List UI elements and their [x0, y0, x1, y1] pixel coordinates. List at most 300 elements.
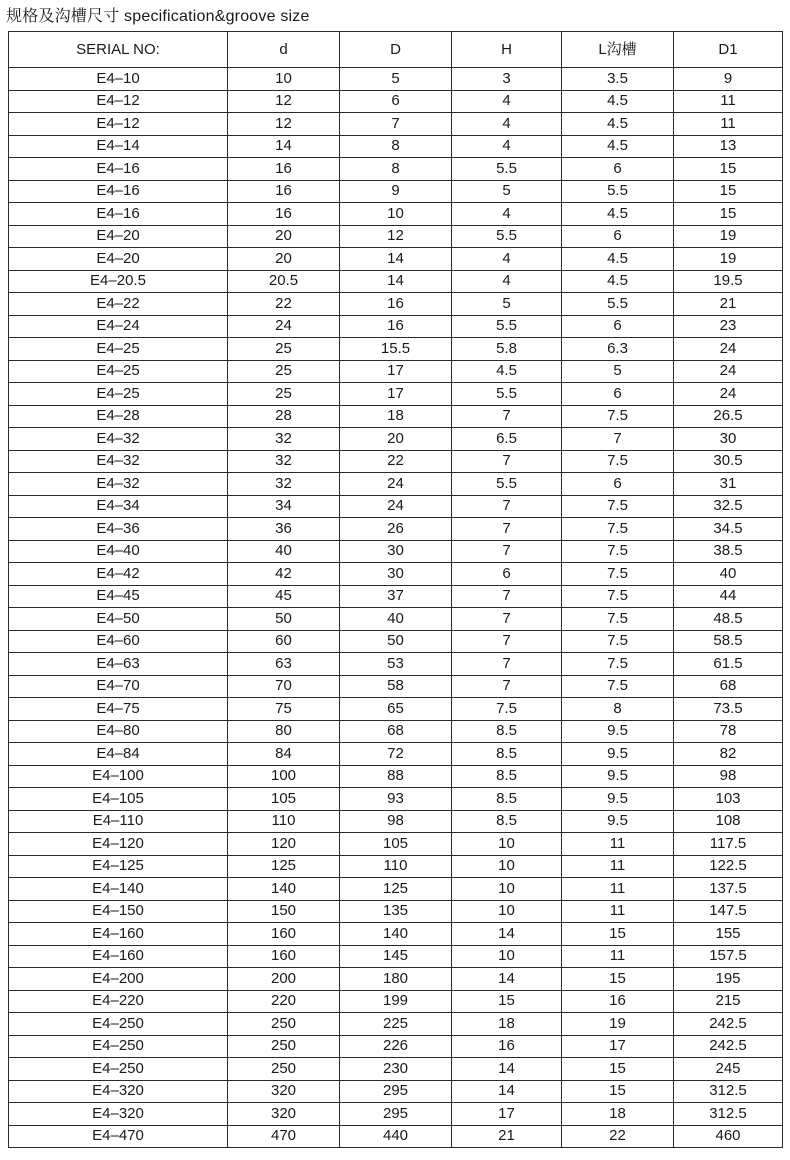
cell-d: 25 — [228, 360, 340, 383]
cell-D1: 24 — [674, 338, 783, 361]
cell-D: 50 — [340, 630, 452, 653]
cell-d: 63 — [228, 653, 340, 676]
cell-d: 45 — [228, 585, 340, 608]
cell-H: 7 — [452, 540, 562, 563]
cell-H: 7 — [452, 518, 562, 541]
cell-d: 32 — [228, 450, 340, 473]
cell-L: 7.5 — [562, 540, 674, 563]
cell-H: 10 — [452, 878, 562, 901]
cell-D1: 98 — [674, 765, 783, 788]
cell-D: 30 — [340, 563, 452, 586]
cell-D1: 147.5 — [674, 900, 783, 923]
cell-L: 11 — [562, 945, 674, 968]
cell-D: 6 — [340, 90, 452, 113]
cell-serial: E4–160 — [9, 945, 228, 968]
cell-D: 40 — [340, 608, 452, 631]
cell-serial: E4–150 — [9, 900, 228, 923]
table-row — [9, 360, 783, 383]
cell-d: 40 — [228, 540, 340, 563]
cell-L: 5 — [562, 360, 674, 383]
cell-serial: E4–32 — [9, 473, 228, 496]
cell-H: 4.5 — [452, 360, 562, 383]
cell-L: 15 — [562, 1058, 674, 1081]
cell-D1: 312.5 — [674, 1103, 783, 1126]
cell-serial: E4–63 — [9, 653, 228, 676]
cell-L: 6 — [562, 225, 674, 248]
cell-L: 4.5 — [562, 113, 674, 136]
table-row — [9, 1058, 783, 1081]
cell-H: 14 — [452, 1058, 562, 1081]
cell-d: 20 — [228, 248, 340, 271]
cell-D1: 24 — [674, 360, 783, 383]
cell-serial: E4–50 — [9, 608, 228, 631]
table-row — [9, 315, 783, 338]
cell-L: 5.5 — [562, 293, 674, 316]
cell-L: 7.5 — [562, 405, 674, 428]
cell-serial: E4–200 — [9, 968, 228, 991]
cell-L: 15 — [562, 923, 674, 946]
cell-L: 15 — [562, 1080, 674, 1103]
cell-d: 120 — [228, 833, 340, 856]
cell-H: 14 — [452, 968, 562, 991]
cell-L: 8 — [562, 698, 674, 721]
cell-D: 24 — [340, 495, 452, 518]
cell-D1: 26.5 — [674, 405, 783, 428]
table-row — [9, 270, 783, 293]
cell-d: 75 — [228, 698, 340, 721]
cell-D: 53 — [340, 653, 452, 676]
cell-serial: E4–32 — [9, 428, 228, 451]
table-row — [9, 158, 783, 181]
cell-serial: E4–42 — [9, 563, 228, 586]
cell-serial: E4–320 — [9, 1103, 228, 1126]
cell-H: 5 — [452, 293, 562, 316]
table-row — [9, 675, 783, 698]
cell-serial: E4–60 — [9, 630, 228, 653]
cell-serial: E4–110 — [9, 810, 228, 833]
table-row — [9, 293, 783, 316]
cell-L: 7.5 — [562, 675, 674, 698]
cell-d: 150 — [228, 900, 340, 923]
table-row — [9, 203, 783, 226]
cell-D: 8 — [340, 158, 452, 181]
table-row — [9, 653, 783, 676]
cell-H: 10 — [452, 833, 562, 856]
cell-D1: 15 — [674, 180, 783, 203]
cell-d: 320 — [228, 1080, 340, 1103]
table-row — [9, 1080, 783, 1103]
cell-serial: E4–12 — [9, 113, 228, 136]
cell-H: 7 — [452, 450, 562, 473]
cell-D: 180 — [340, 968, 452, 991]
cell-L: 7 — [562, 428, 674, 451]
cell-D: 125 — [340, 878, 452, 901]
cell-D: 26 — [340, 518, 452, 541]
cell-D: 5 — [340, 68, 452, 91]
cell-D1: 19 — [674, 225, 783, 248]
cell-L: 6 — [562, 383, 674, 406]
cell-D1: 61.5 — [674, 653, 783, 676]
cell-D: 110 — [340, 855, 452, 878]
cell-H: 7 — [452, 630, 562, 653]
cell-L: 7.5 — [562, 495, 674, 518]
cell-d: 105 — [228, 788, 340, 811]
cell-D: 9 — [340, 180, 452, 203]
table-row — [9, 473, 783, 496]
table-row — [9, 495, 783, 518]
cell-d: 220 — [228, 990, 340, 1013]
cell-D: 10 — [340, 203, 452, 226]
cell-D: 17 — [340, 383, 452, 406]
cell-H: 10 — [452, 855, 562, 878]
cell-D1: 117.5 — [674, 833, 783, 856]
column-header-serial: SERIAL NO: — [9, 32, 228, 68]
cell-H: 5.5 — [452, 225, 562, 248]
cell-L: 11 — [562, 833, 674, 856]
cell-serial: E4–125 — [9, 855, 228, 878]
cell-serial: E4–80 — [9, 720, 228, 743]
cell-D: 17 — [340, 360, 452, 383]
cell-serial: E4–20 — [9, 248, 228, 271]
cell-L: 6 — [562, 315, 674, 338]
cell-D: 225 — [340, 1013, 452, 1036]
cell-d: 25 — [228, 383, 340, 406]
cell-d: 20.5 — [228, 270, 340, 293]
table-row — [9, 68, 783, 91]
cell-H: 6 — [452, 563, 562, 586]
cell-serial: E4–120 — [9, 833, 228, 856]
cell-serial: E4–320 — [9, 1080, 228, 1103]
cell-d: 250 — [228, 1058, 340, 1081]
cell-D: 16 — [340, 293, 452, 316]
cell-H: 7 — [452, 585, 562, 608]
table-row — [9, 630, 783, 653]
cell-D: 68 — [340, 720, 452, 743]
cell-serial: E4–16 — [9, 203, 228, 226]
cell-L: 6 — [562, 473, 674, 496]
cell-D: 98 — [340, 810, 452, 833]
cell-L: 7.5 — [562, 653, 674, 676]
cell-D1: 68 — [674, 675, 783, 698]
cell-L: 7.5 — [562, 450, 674, 473]
cell-L: 19 — [562, 1013, 674, 1036]
table-row — [9, 338, 783, 361]
table-row — [9, 923, 783, 946]
cell-D1: 31 — [674, 473, 783, 496]
cell-D1: 23 — [674, 315, 783, 338]
cell-H: 5.5 — [452, 158, 562, 181]
cell-d: 36 — [228, 518, 340, 541]
table-header-row — [9, 32, 783, 68]
table-row — [9, 1103, 783, 1126]
cell-D: 105 — [340, 833, 452, 856]
cell-D1: 195 — [674, 968, 783, 991]
table-row — [9, 765, 783, 788]
table-row — [9, 788, 783, 811]
cell-D1: 460 — [674, 1125, 783, 1148]
cell-L: 3.5 — [562, 68, 674, 91]
column-header-L: L沟槽 — [562, 32, 674, 68]
cell-d: 24 — [228, 315, 340, 338]
cell-serial: E4–25 — [9, 383, 228, 406]
cell-d: 12 — [228, 113, 340, 136]
cell-serial: E4–20 — [9, 225, 228, 248]
cell-D: 12 — [340, 225, 452, 248]
table-row — [9, 878, 783, 901]
cell-H: 10 — [452, 900, 562, 923]
table-row — [9, 855, 783, 878]
cell-serial: E4–84 — [9, 743, 228, 766]
table-row — [9, 450, 783, 473]
cell-D: 15.5 — [340, 338, 452, 361]
column-header-D1: D1 — [674, 32, 783, 68]
cell-d: 80 — [228, 720, 340, 743]
table-body — [9, 68, 783, 1148]
cell-d: 16 — [228, 158, 340, 181]
cell-d: 42 — [228, 563, 340, 586]
cell-serial: E4–24 — [9, 315, 228, 338]
cell-H: 4 — [452, 270, 562, 293]
cell-L: 11 — [562, 878, 674, 901]
cell-serial: E4–12 — [9, 90, 228, 113]
cell-serial: E4–250 — [9, 1013, 228, 1036]
cell-D: 88 — [340, 765, 452, 788]
column-header-d: d — [228, 32, 340, 68]
cell-D: 20 — [340, 428, 452, 451]
cell-D1: 30 — [674, 428, 783, 451]
cell-H: 18 — [452, 1013, 562, 1036]
cell-H: 14 — [452, 923, 562, 946]
cell-D1: 58.5 — [674, 630, 783, 653]
cell-d: 125 — [228, 855, 340, 878]
cell-D1: 82 — [674, 743, 783, 766]
cell-serial: E4–140 — [9, 878, 228, 901]
cell-D: 199 — [340, 990, 452, 1013]
cell-serial: E4–220 — [9, 990, 228, 1013]
cell-d: 10 — [228, 68, 340, 91]
cell-D: 14 — [340, 248, 452, 271]
cell-d: 16 — [228, 180, 340, 203]
table-row — [9, 405, 783, 428]
cell-D: 230 — [340, 1058, 452, 1081]
cell-D: 440 — [340, 1125, 452, 1148]
cell-D: 295 — [340, 1103, 452, 1126]
cell-H: 8.5 — [452, 720, 562, 743]
table-row — [9, 810, 783, 833]
table-row — [9, 90, 783, 113]
table-row — [9, 428, 783, 451]
table-row — [9, 833, 783, 856]
cell-serial: E4–160 — [9, 923, 228, 946]
cell-D: 93 — [340, 788, 452, 811]
cell-H: 7 — [452, 675, 562, 698]
cell-d: 320 — [228, 1103, 340, 1126]
cell-H: 7 — [452, 608, 562, 631]
cell-d: 250 — [228, 1035, 340, 1058]
cell-L: 4.5 — [562, 248, 674, 271]
cell-D1: 48.5 — [674, 608, 783, 631]
cell-D1: 19 — [674, 248, 783, 271]
cell-H: 17 — [452, 1103, 562, 1126]
cell-d: 32 — [228, 428, 340, 451]
cell-serial: E4–25 — [9, 338, 228, 361]
specification-table — [8, 31, 783, 1148]
cell-d: 140 — [228, 878, 340, 901]
cell-H: 7 — [452, 495, 562, 518]
cell-D1: 157.5 — [674, 945, 783, 968]
cell-D1: 11 — [674, 113, 783, 136]
cell-d: 28 — [228, 405, 340, 428]
cell-L: 7.5 — [562, 518, 674, 541]
cell-D1: 30.5 — [674, 450, 783, 473]
cell-H: 16 — [452, 1035, 562, 1058]
cell-L: 9.5 — [562, 720, 674, 743]
cell-D1: 32.5 — [674, 495, 783, 518]
cell-D: 72 — [340, 743, 452, 766]
cell-H: 5.5 — [452, 315, 562, 338]
table-row — [9, 945, 783, 968]
cell-H: 8.5 — [452, 810, 562, 833]
cell-L: 22 — [562, 1125, 674, 1148]
cell-d: 110 — [228, 810, 340, 833]
cell-L: 9.5 — [562, 743, 674, 766]
cell-L: 9.5 — [562, 810, 674, 833]
cell-D1: 15 — [674, 158, 783, 181]
cell-D1: 215 — [674, 990, 783, 1013]
cell-D: 22 — [340, 450, 452, 473]
cell-D1: 13 — [674, 135, 783, 158]
cell-D: 58 — [340, 675, 452, 698]
cell-D: 135 — [340, 900, 452, 923]
cell-D: 24 — [340, 473, 452, 496]
table-row — [9, 720, 783, 743]
cell-d: 32 — [228, 473, 340, 496]
cell-serial: E4–34 — [9, 495, 228, 518]
cell-serial: E4–14 — [9, 135, 228, 158]
cell-L: 17 — [562, 1035, 674, 1058]
table-row — [9, 743, 783, 766]
cell-L: 11 — [562, 855, 674, 878]
cell-L: 9.5 — [562, 765, 674, 788]
cell-serial: E4–70 — [9, 675, 228, 698]
cell-d: 200 — [228, 968, 340, 991]
cell-L: 4.5 — [562, 135, 674, 158]
cell-L: 15 — [562, 968, 674, 991]
cell-d: 14 — [228, 135, 340, 158]
cell-d: 16 — [228, 203, 340, 226]
cell-D: 18 — [340, 405, 452, 428]
cell-serial: E4–16 — [9, 158, 228, 181]
cell-D1: 15 — [674, 203, 783, 226]
table-row — [9, 608, 783, 631]
cell-d: 470 — [228, 1125, 340, 1148]
cell-D1: 312.5 — [674, 1080, 783, 1103]
cell-D1: 19.5 — [674, 270, 783, 293]
table-row — [9, 383, 783, 406]
cell-L: 6 — [562, 158, 674, 181]
table-row — [9, 968, 783, 991]
table-row — [9, 698, 783, 721]
cell-L: 7.5 — [562, 630, 674, 653]
cell-D1: 78 — [674, 720, 783, 743]
cell-D: 8 — [340, 135, 452, 158]
column-header-H: H — [452, 32, 562, 68]
cell-d: 70 — [228, 675, 340, 698]
cell-d: 250 — [228, 1013, 340, 1036]
table-row — [9, 1013, 783, 1036]
table-row — [9, 585, 783, 608]
cell-d: 50 — [228, 608, 340, 631]
cell-D1: 38.5 — [674, 540, 783, 563]
table-row — [9, 900, 783, 923]
page-title: 规格及沟槽尺寸 specification&groove size — [6, 8, 310, 25]
cell-D1: 103 — [674, 788, 783, 811]
cell-serial: E4–16 — [9, 180, 228, 203]
cell-D1: 24 — [674, 383, 783, 406]
cell-D: 16 — [340, 315, 452, 338]
cell-D1: 73.5 — [674, 698, 783, 721]
cell-H: 4 — [452, 203, 562, 226]
cell-H: 7 — [452, 405, 562, 428]
cell-H: 15 — [452, 990, 562, 1013]
table-row — [9, 135, 783, 158]
cell-d: 160 — [228, 945, 340, 968]
cell-H: 4 — [452, 113, 562, 136]
cell-H: 5.5 — [452, 383, 562, 406]
cell-D: 37 — [340, 585, 452, 608]
cell-serial: E4–25 — [9, 360, 228, 383]
cell-d: 84 — [228, 743, 340, 766]
cell-d: 34 — [228, 495, 340, 518]
cell-d: 22 — [228, 293, 340, 316]
cell-serial: E4–32 — [9, 450, 228, 473]
cell-D1: 21 — [674, 293, 783, 316]
cell-H: 21 — [452, 1125, 562, 1148]
cell-L: 16 — [562, 990, 674, 1013]
cell-L: 11 — [562, 900, 674, 923]
cell-serial: E4–470 — [9, 1125, 228, 1148]
table-row — [9, 563, 783, 586]
cell-L: 7.5 — [562, 608, 674, 631]
cell-D: 65 — [340, 698, 452, 721]
table-row — [9, 225, 783, 248]
cell-serial: E4–105 — [9, 788, 228, 811]
cell-D1: 34.5 — [674, 518, 783, 541]
cell-serial: E4–36 — [9, 518, 228, 541]
cell-L: 7.5 — [562, 585, 674, 608]
cell-H: 8.5 — [452, 765, 562, 788]
cell-serial: E4–20.5 — [9, 270, 228, 293]
cell-H: 5.8 — [452, 338, 562, 361]
cell-D1: 40 — [674, 563, 783, 586]
cell-serial: E4–250 — [9, 1058, 228, 1081]
cell-serial: E4–40 — [9, 540, 228, 563]
cell-serial: E4–100 — [9, 765, 228, 788]
table-row — [9, 180, 783, 203]
cell-d: 100 — [228, 765, 340, 788]
cell-serial: E4–45 — [9, 585, 228, 608]
cell-H: 4 — [452, 135, 562, 158]
cell-H: 3 — [452, 68, 562, 91]
cell-H: 5.5 — [452, 473, 562, 496]
cell-D: 14 — [340, 270, 452, 293]
cell-d: 160 — [228, 923, 340, 946]
cell-D1: 9 — [674, 68, 783, 91]
cell-H: 14 — [452, 1080, 562, 1103]
table-row — [9, 518, 783, 541]
table-row — [9, 1035, 783, 1058]
cell-H: 5 — [452, 180, 562, 203]
